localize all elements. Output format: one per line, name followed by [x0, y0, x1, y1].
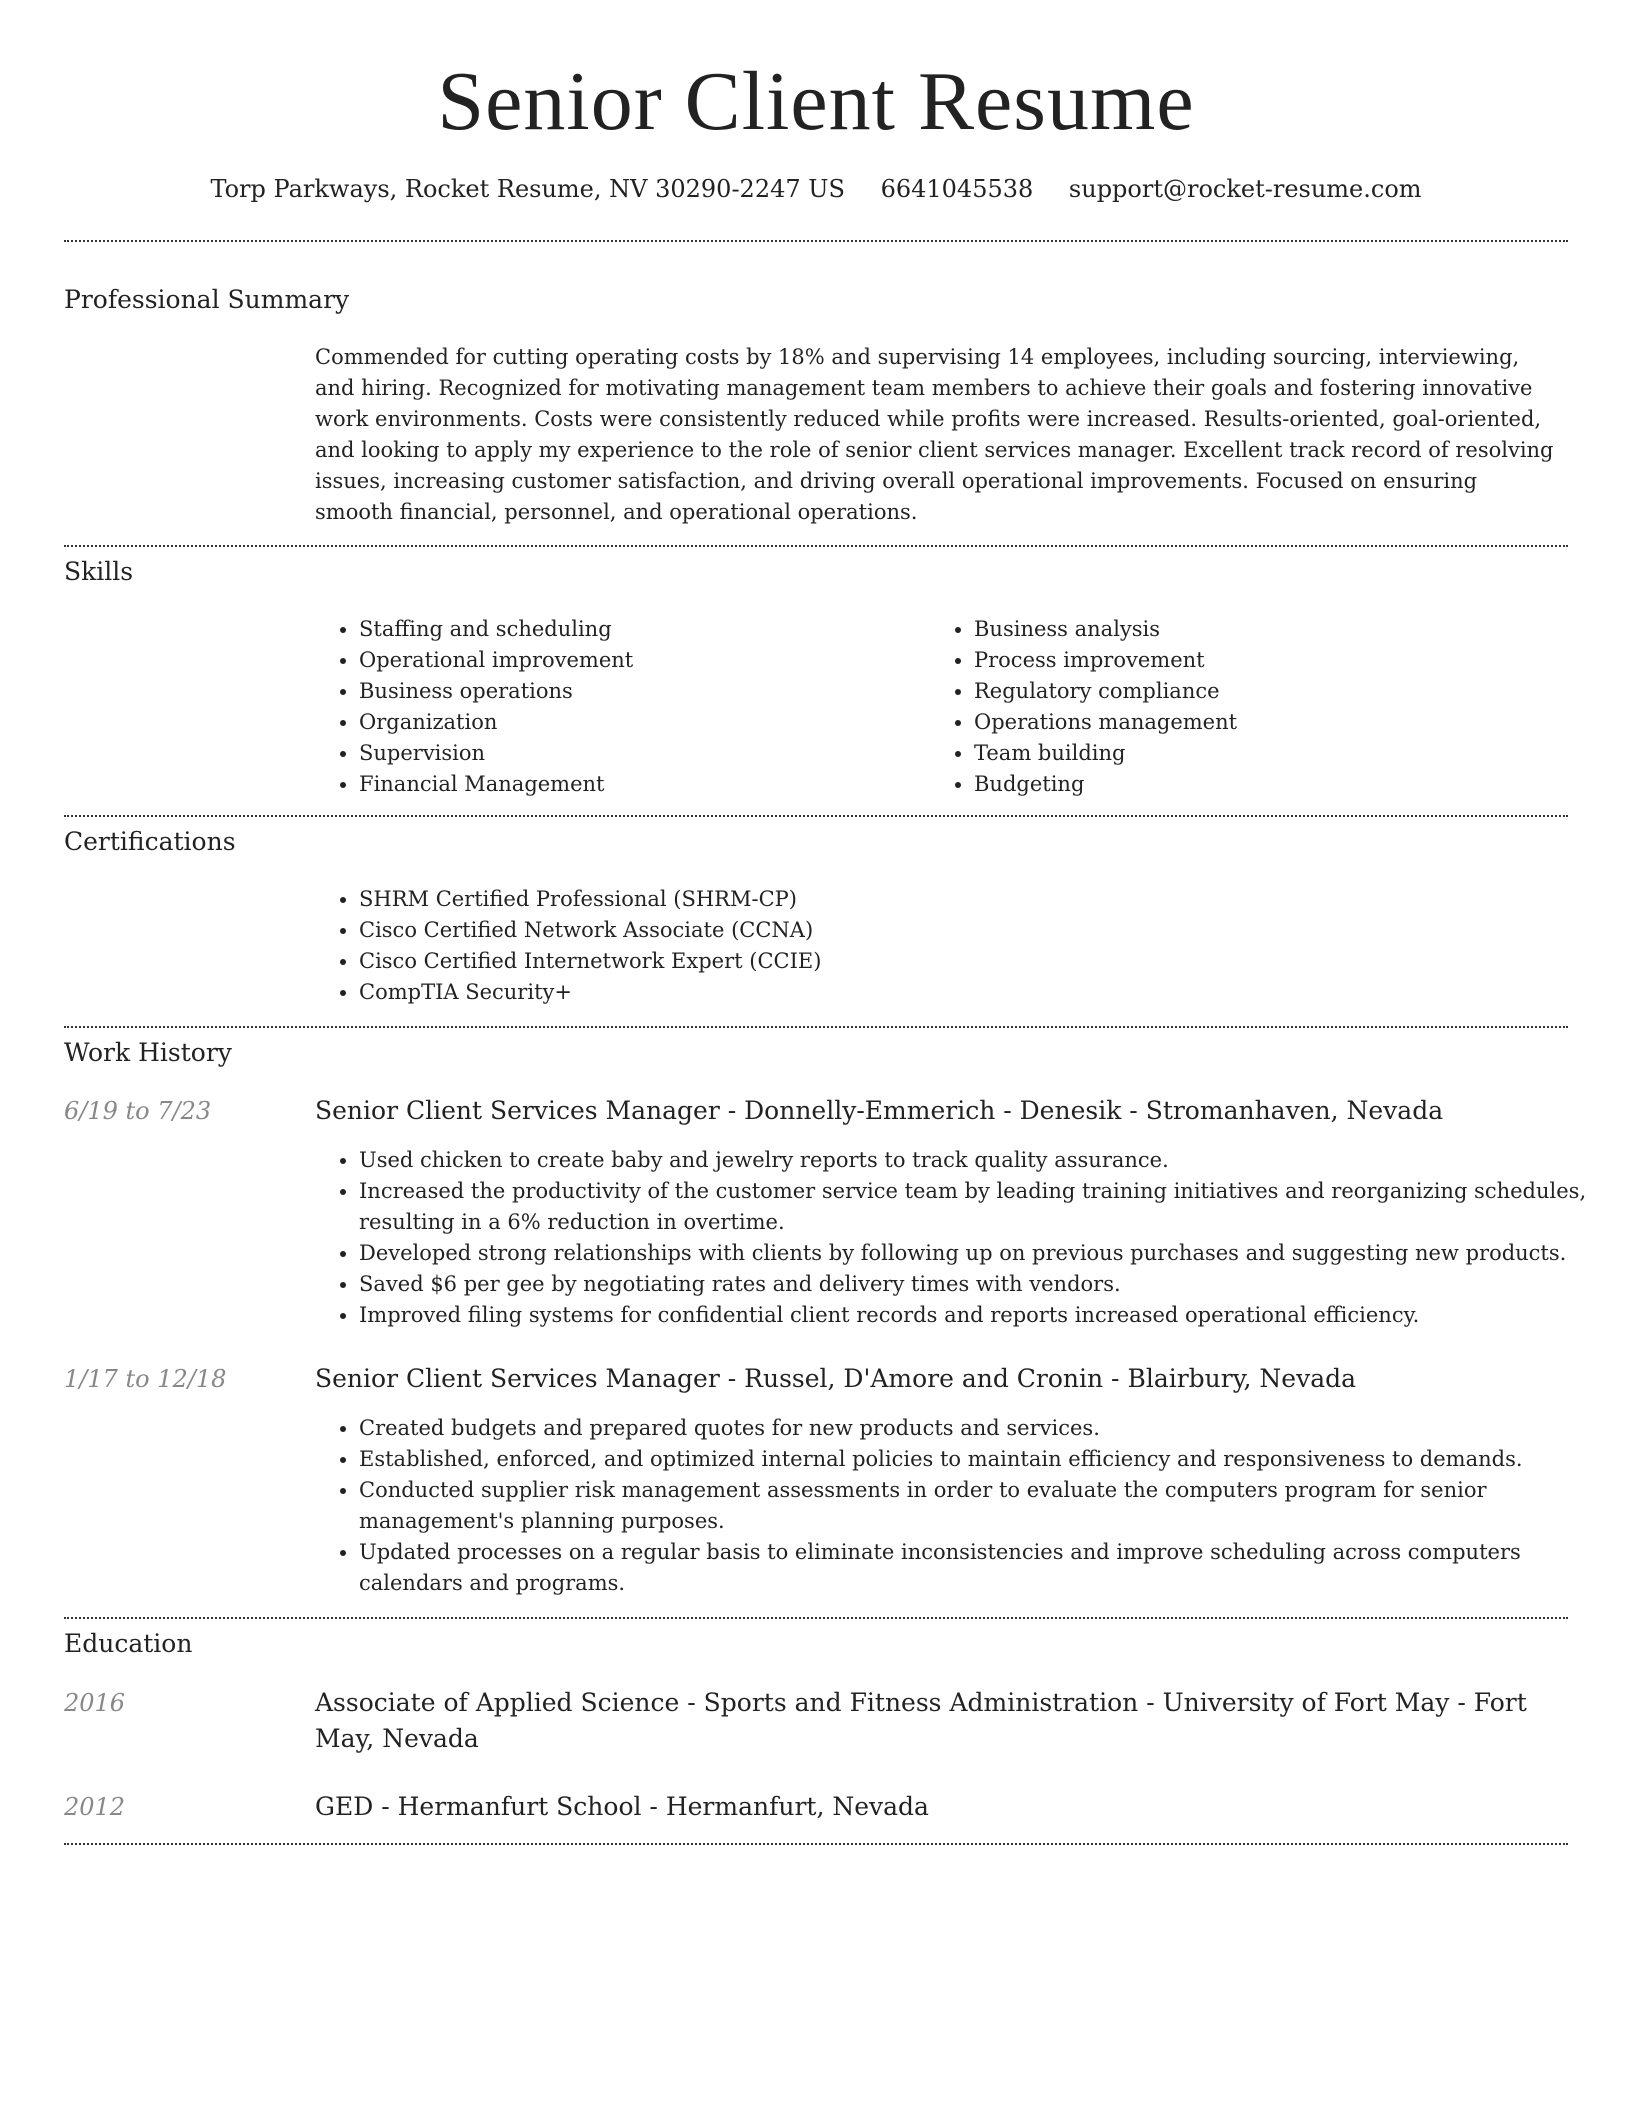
- section-title-education: Education: [64, 1629, 193, 1658]
- job-bullet: • Conducted supplier risk management assessments in order to evaluate the computers program for senior management's planning purposes.: [359, 1475, 1604, 1537]
- education-heading: Associate of Applied Science - Sports and Fitness Administration - University of Fort May - Fort May, Nevada: [315, 1688, 1527, 1753]
- skill-item: • Process improvement: [974, 645, 1574, 676]
- skill-item: • Business operations: [359, 676, 919, 707]
- job-bullet: • Saved $6 per gee by negotiating rates and delivery times with vendors.: [359, 1269, 1604, 1300]
- job-bullets: [315, 1413, 1604, 1599]
- skills-list-right: [930, 614, 1574, 800]
- address-text: Torp Parkways, Rocket Resume, NV 30290-2247 US: [210, 175, 845, 203]
- skill-item: • Financial Management: [359, 769, 919, 800]
- job-heading: Senior Client Services Manager - Russel, D'Amore and Cronin - Blairbury, Nevada: [315, 1364, 1357, 1393]
- section-divider: [64, 1026, 1568, 1028]
- skill-item: • Regulatory compliance: [974, 676, 1574, 707]
- section-divider: [64, 815, 1568, 817]
- email-text: support@rocket-resume.com: [1068, 175, 1422, 203]
- phone-text: 6641045538: [880, 175, 1034, 203]
- job-dates: 1/17 to 12/18: [64, 1365, 227, 1393]
- section-title-skills: Skills: [64, 557, 134, 586]
- section-title-certifications: Certifications: [64, 827, 236, 856]
- skill-item: • Staffing and scheduling: [359, 614, 919, 645]
- certification-item: • Cisco Certified Network Associate (CCNA): [359, 915, 1559, 946]
- section-divider: [64, 1617, 1568, 1619]
- skill-item: • Operations management: [974, 707, 1574, 738]
- job-bullet: • Created budgets and prepared quotes for new products and services.: [359, 1413, 1604, 1444]
- summary-text: Commended for cutting operating costs by 18% and supervising 14 employees, including sourcing, interviewing, and hiring. Recognized for motivating management team members to achieve their goals and fostering innovative work environments. Costs were consistently reduced while profits were increased. Results-oriented, goal-oriented, and looking to apply my experience to the role of senior client services manager. Excellent track record of resolving issues, increasing customer satisfaction, and driving overall operational improvements. Focused on ensuring smooth financial, personnel, and operational operations.: [315, 345, 1554, 524]
- certifications-list: [315, 884, 1559, 1008]
- section-title-summary: Professional Summary: [64, 285, 350, 314]
- skill-item: • Organization: [359, 707, 919, 738]
- section-divider: [64, 545, 1568, 547]
- section-title-work-history: Work History: [64, 1038, 232, 1067]
- job-bullet: • Improved filing systems for confidential client records and reports increased operational efficiency.: [359, 1300, 1604, 1331]
- skill-item: • Business analysis: [974, 614, 1574, 645]
- education-year: 2016: [64, 1689, 126, 1717]
- education-heading: GED - Hermanfurt School - Hermanfurt, Nevada: [315, 1792, 929, 1821]
- skill-item: • Operational improvement: [359, 645, 919, 676]
- certification-item: • CompTIA Security+: [359, 977, 1559, 1008]
- skills-list-left: [315, 614, 919, 800]
- job-bullet: • Used chicken to create baby and jewelry reports to track quality assurance.: [359, 1145, 1604, 1176]
- resume-title: Senior Client Resume: [437, 55, 1195, 148]
- certification-item: • Cisco Certified Internetwork Expert (CCIE): [359, 946, 1559, 977]
- contact-line: [0, 172, 1632, 206]
- job-dates: 6/19 to 7/23: [64, 1097, 212, 1125]
- job-bullets: [315, 1145, 1604, 1331]
- job-bullet: • Increased the productivity of the customer service team by leading training initiatives and reorganizing schedules, resulting in a 6% reduction in overtime.: [359, 1176, 1604, 1238]
- section-divider: [64, 1843, 1568, 1845]
- job-bullet: • Established, enforced, and optimized internal policies to maintain efficiency and responsiveness to demands.: [359, 1444, 1604, 1475]
- skill-item: • Budgeting: [974, 769, 1574, 800]
- job-heading: Senior Client Services Manager - Donnelly-Emmerich - Denesik - Stromanhaven, Nevada: [315, 1096, 1444, 1125]
- education-year: 2012: [64, 1793, 126, 1821]
- job-bullet: • Developed strong relationships with clients by following up on previous purchases and suggesting new products.: [359, 1238, 1604, 1269]
- skill-item: • Supervision: [359, 738, 919, 769]
- section-divider: [64, 240, 1568, 242]
- skill-item: • Team building: [974, 738, 1574, 769]
- job-bullet: • Updated processes on a regular basis to eliminate inconsistencies and improve scheduling across computers calendars and programs.: [359, 1537, 1604, 1599]
- certification-item: • SHRM Certified Professional (SHRM-CP): [359, 884, 1559, 915]
